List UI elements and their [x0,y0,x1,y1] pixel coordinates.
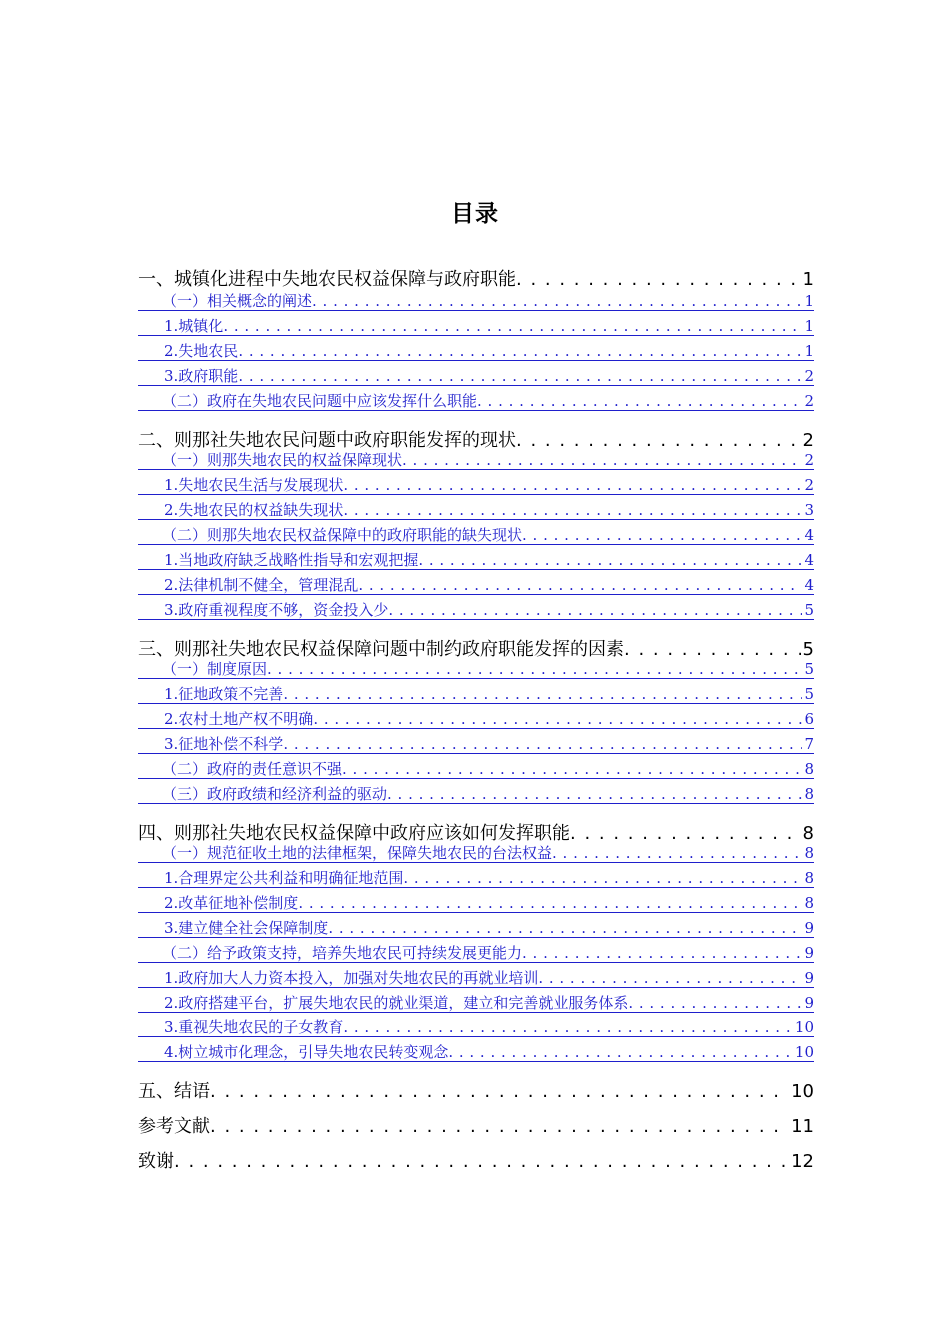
toc-entry-label: 参考文献 [138,1116,210,1137]
toc-entry-label: 1.合理界定公共利益和明确征地范围 [164,870,404,887]
toc-page-number: 2 [804,477,814,494]
toc-leader-dots [343,477,802,494]
toc-entry-label: 3.政府职能 [164,368,239,385]
toc-entry-label: 3.建立健全社会保障制度 [164,920,329,937]
toc-leader-dots [343,502,802,519]
toc-link-entry[interactable] [138,1044,814,1062]
toc-leader-dots [570,823,801,844]
toc-title: 目录 [451,201,499,227]
toc-leader-dots [522,527,802,544]
toc-page-number: 5 [804,686,814,703]
toc-entry-label: 2.失地农民的权益缺失现状 [164,502,344,519]
toc-page-number: 10 [794,1019,814,1036]
toc-entry-label: 致谢 [138,1151,174,1172]
toc-entry-label: 四、则那社失地农民权益保障中政府应该如何发挥职能 [138,823,570,844]
toc-leader-dots [387,786,802,803]
toc-link-entry[interactable] [138,736,814,754]
toc-page-number: 11 [791,1116,814,1137]
toc-entry-label: 3.政府重视程度不够，资金投入少 [164,602,389,619]
toc-page-number: 9 [804,995,814,1012]
toc-entry-label: 3.重视失地农民的子女教育 [164,1019,344,1036]
toc-page-number: 2 [804,452,814,469]
toc-link-entry[interactable] [138,661,814,679]
toc-page-number: 9 [804,920,814,937]
toc-leader-dots [516,430,801,451]
toc-chapter-entry [138,1147,814,1173]
toc-link-entry[interactable] [138,970,814,988]
toc-leader-dots [538,970,802,987]
toc-page-number: 8 [804,895,814,912]
toc-page-number: 5 [804,661,814,678]
toc-link-entry[interactable] [138,711,814,729]
toc-entry-label: 1.失地农民生活与发展现状 [164,477,344,494]
toc-leader-dots [477,393,802,410]
toc-page-number: 8 [804,786,814,803]
toc-page-number: 8 [804,845,814,862]
toc-entry-label: 三、则那社失地农民权益保障问题中制约政府职能发挥的因素 [138,639,624,660]
toc-entry-label: 2.改革征地补偿制度 [164,895,299,912]
toc-entry-label: （二）政府在失地农民问题中应该发挥什么职能 [162,393,478,410]
toc-page-number: 2 [804,368,814,385]
toc-page-number: 4 [804,527,814,544]
toc-link-entry[interactable] [138,786,814,804]
toc-link-entry[interactable] [138,1019,814,1037]
toc-page-number: 4 [804,552,814,569]
toc-page-number: 2 [802,430,814,451]
toc-chapter-entry [138,426,814,452]
toc-entry-label: 1.征地政策不完善 [164,686,284,703]
toc-leader-dots [358,577,802,594]
toc-chapter-entry [138,1112,814,1138]
toc-entry-label: （一）则那失地农民的权益保障现状 [162,452,403,469]
toc-page-number: 1 [804,318,814,335]
toc-leader-dots [388,602,802,619]
toc-page-number: 4 [804,577,814,594]
toc-entry-label: 1.当地政府缺乏战略性指导和宏观把握 [164,552,419,569]
toc-leader-dots [238,343,802,360]
toc-page-number: 12 [791,1151,814,1172]
toc-page-number: 3 [804,502,814,519]
toc-link-entry[interactable] [138,343,814,361]
toc-link-entry[interactable] [138,393,814,411]
toc-leader-dots [238,368,802,385]
toc-page-number: 1 [802,269,814,290]
toc-leader-dots [223,318,802,335]
toc-leader-dots [402,452,802,469]
toc-entry-label: 4.树立城市化理念，引导失地农民转变观念 [164,1044,449,1061]
toc-leader-dots [210,1081,789,1102]
toc-leader-dots [342,761,802,778]
toc-page-number: 1 [804,343,814,360]
toc-leader-dots [174,1151,789,1172]
toc-leader-dots [403,870,802,887]
toc-entry-label: （二）政府的责任意识不强 [162,761,343,778]
toc-page-number: 7 [804,736,814,753]
toc-link-entry[interactable] [138,527,814,545]
toc-link-entry[interactable] [138,368,814,386]
toc-leader-dots [283,736,802,753]
toc-entry-label: 五、结语 [138,1081,210,1102]
toc-leader-dots [328,920,802,937]
toc-page-number: 10 [794,1044,814,1061]
toc-page-number: 9 [804,945,814,962]
toc-link-entry[interactable] [138,452,814,470]
toc-leader-dots [210,1116,789,1137]
toc-link-entry[interactable] [138,502,814,520]
toc-entry-label: 3.征地补偿不科学 [164,736,284,753]
toc-leader-dots [313,711,802,728]
toc-entry-label: 2.法律机制不健全，管理混乱 [164,577,359,594]
toc-link-entry[interactable] [138,602,814,620]
toc-link-entry[interactable] [138,995,814,1013]
toc-link-entry[interactable] [138,870,814,888]
toc-page-number: 1 [804,293,814,310]
toc-link-entry[interactable] [138,552,814,570]
toc-link-entry[interactable] [138,895,814,913]
toc-leader-dots [448,1044,793,1061]
toc-page-number: 2 [804,393,814,410]
toc-entry-label: 2.失地农民 [164,343,239,360]
toc-page-number: 8 [804,761,814,778]
toc-link-entry[interactable] [138,293,814,311]
toc-entry-label: （一）规范征收土地的法律框架，保障失地农民的台法权益 [162,845,553,862]
toc-page-number: 10 [791,1081,814,1102]
toc-entry-label: 1.城镇化 [164,318,224,335]
toc-page-number: 8 [804,870,814,887]
toc-leader-dots [283,686,802,703]
toc-chapter-entry [138,265,814,291]
toc-leader-dots [552,845,802,862]
toc-link-entry[interactable] [138,477,814,495]
toc-leader-dots [418,552,802,569]
toc-page-number: 5 [804,602,814,619]
toc-link-entry[interactable] [138,577,814,595]
toc-entry-label: （三）政府政绩和经济利益的驱动 [162,786,388,803]
toc-entry-label: 2.农村土地产权不明确 [164,711,314,728]
toc-leader-dots [267,661,802,678]
toc-leader-dots [312,293,802,310]
toc-leader-dots [522,945,802,962]
toc-chapter-entry [138,1077,814,1103]
toc-leader-dots [516,269,801,290]
toc-link-entry[interactable] [138,845,814,863]
toc-entry-label: 二、则那社失地农民问题中政府职能发挥的现状 [138,430,516,451]
toc-link-entry[interactable] [138,920,814,938]
toc-entry-label: （一）制度原因 [162,661,268,678]
toc-entry-label: 2.政府搭建平台，扩展失地农民的就业渠道，建立和完善就业服务体系 [164,995,629,1012]
toc-leader-dots [628,995,802,1012]
toc-page-number: 9 [804,970,814,987]
toc-entry-label: （一）相关概念的阐述 [162,293,313,310]
toc-entry-label: 一、城镇化进程中失地农民权益保障与政府职能 [138,269,516,290]
toc-link-entry[interactable] [138,318,814,336]
toc-chapter-entry [138,635,814,661]
toc-page-number: 8 [802,823,814,844]
toc-page-number: 5 [802,639,814,660]
toc-leader-dots [624,639,801,660]
toc-entry-label: （二）给予政策支持，培养失地农民可持续发展更能力 [162,945,523,962]
toc-entry-label: 1.政府加大人力资本投入，加强对失地农民的再就业培训 [164,970,539,987]
toc-link-entry[interactable] [138,945,814,963]
toc-chapter-entry [138,819,814,845]
toc-page-number: 6 [804,711,814,728]
toc-leader-dots [298,895,802,912]
toc-link-entry[interactable] [138,761,814,779]
toc-leader-dots [343,1019,793,1036]
toc-entry-label: （二）则那失地农民权益保障中的政府职能的缺失现状 [162,527,523,544]
toc-link-entry[interactable] [138,686,814,704]
